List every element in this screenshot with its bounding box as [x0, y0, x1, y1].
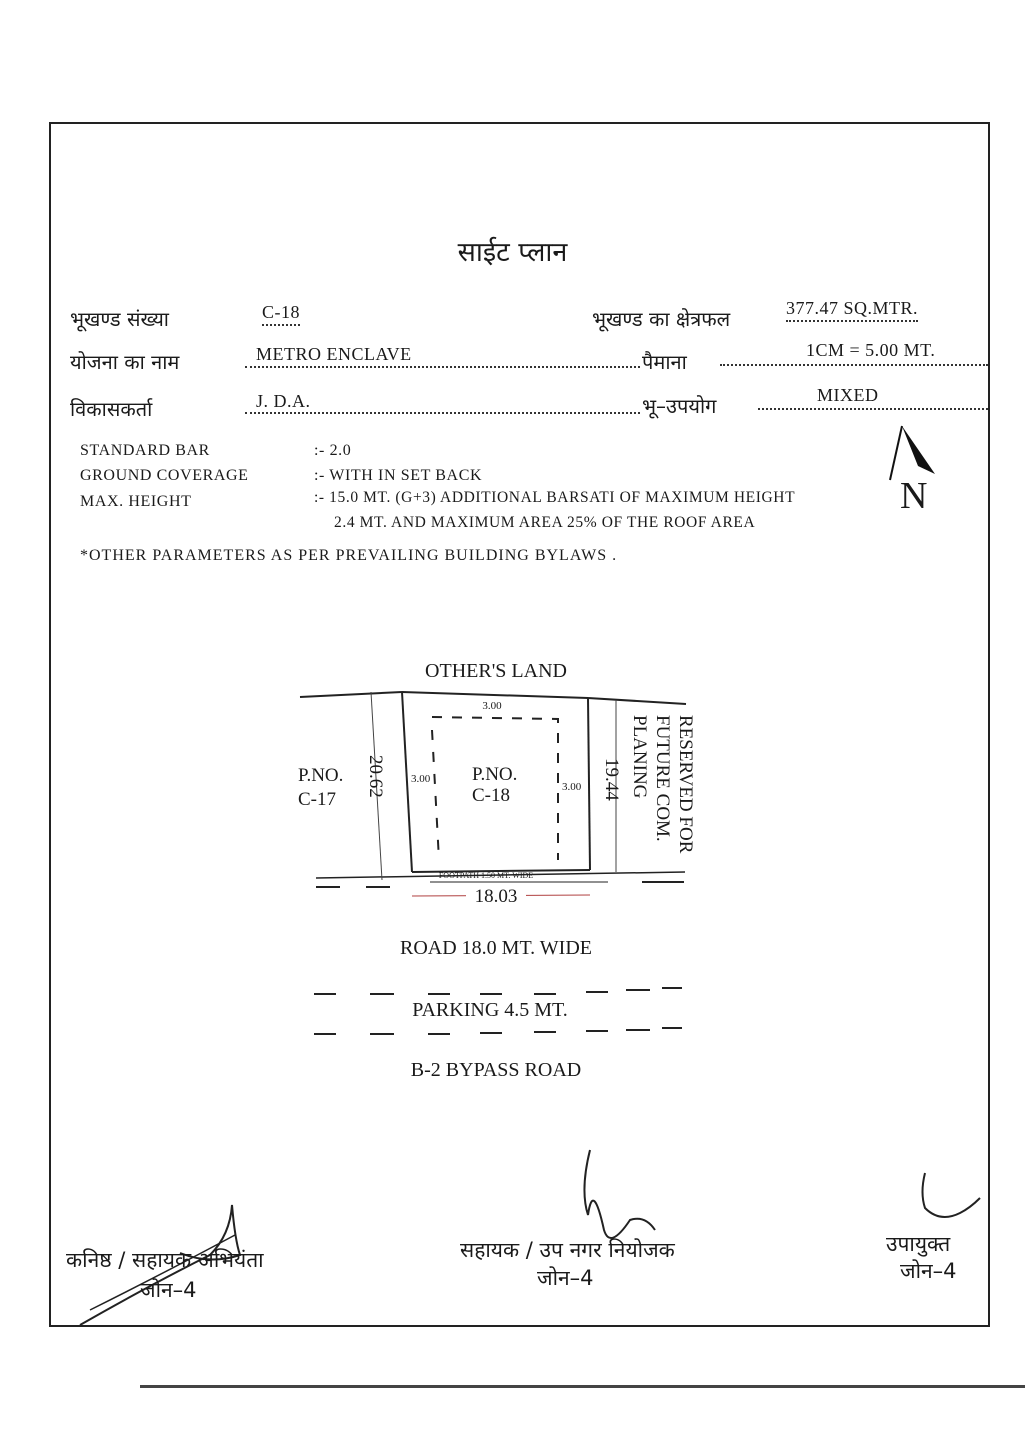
right-signatory-zone: जोन–4 — [900, 1259, 957, 1283]
center-signatory-title: सहायक / उप नगर नियोजक — [460, 1238, 675, 1262]
left-signatory-title: कनिष्ठ / सहायक अभियंता — [66, 1248, 264, 1272]
param-value: :- WITH IN SET BACK — [314, 467, 483, 484]
road-label: ROAD 18.0 MT. WIDE — [399, 937, 593, 959]
plot-number-label: भूखण्ड संख्या — [70, 307, 169, 331]
plot-line2: C-18 — [472, 785, 510, 806]
param-name: STANDARD BAR — [80, 442, 210, 459]
scan-edge-line — [140, 1385, 1025, 1388]
param-value: :- 15.0 MT. (G+3) ADDITIONAL BARSATI OF MAXIMUM HEIGHT — [314, 489, 796, 506]
setback-top: 3.00 — [482, 700, 502, 712]
developer-label: विकासकर्ता — [70, 397, 153, 421]
scheme-name-value: METRO ENCLAVE — [256, 344, 412, 364]
reserved-line1: RESERVED FOR — [675, 715, 696, 854]
center-signatory-zone: जोन–4 — [537, 1266, 594, 1290]
right-signature-scribble — [900, 1168, 990, 1238]
site-plan-drawing — [290, 650, 730, 1100]
plot-area-value: 377.47 SQ.MTR. — [786, 298, 918, 322]
reserved-line3: PLANING — [629, 715, 650, 799]
scheme-name-label: योजना का नाम — [70, 350, 180, 374]
setback-right: 3.00 — [562, 781, 582, 793]
bylaws-note: *OTHER PARAMETERS AS PER PREVAILING BUILDING BYLAWS . — [80, 547, 618, 564]
north-arrow-icon — [880, 420, 950, 515]
right-signatory-title: उपायुक्त — [886, 1232, 951, 1256]
bypass-road-label: B-2 BYPASS ROAD — [410, 1059, 582, 1081]
left-signatory-zone: जोन–4 — [140, 1278, 197, 1302]
left-plot-line1: P.NO. — [298, 765, 344, 786]
footpath-label: FOOTPATH 1.50 MT. WIDE — [438, 871, 534, 880]
setback-left: 3.00 — [411, 773, 431, 785]
developer-value: J. D.A. — [256, 391, 311, 411]
max-height-continuation: 2.4 MT. AND MAXIMUM AREA 25% OF THE ROOF AREA — [334, 514, 756, 531]
right-dimension: 19.44 — [601, 758, 622, 801]
page-title: साईट प्लान — [457, 237, 568, 268]
param-name: MAX. HEIGHT — [80, 493, 192, 510]
land-use-value: MIXED — [817, 385, 879, 405]
param-name: GROUND COVERAGE — [80, 467, 249, 484]
scale-label: पैमाना — [642, 350, 687, 374]
parking-label: PARKING 4.5 MT. — [412, 999, 568, 1021]
reserved-line2: FUTURE COM. — [652, 715, 673, 842]
north-label: N — [900, 475, 928, 515]
plot-area-label: भूखण्ड का क्षेत्रफल — [592, 307, 731, 331]
plot-number-value: C-18 — [262, 302, 300, 326]
others-land-label: OTHER'S LAND — [425, 660, 567, 682]
land-use-label: भू–उपयोग — [642, 394, 717, 418]
plot-line1: P.NO. — [472, 764, 518, 785]
left-plot-line2: C-17 — [298, 789, 336, 810]
param-value: :- 2.0 — [314, 442, 352, 459]
scale-value: 1CM = 5.00 MT. — [806, 340, 936, 360]
left-dimension: 20.62 — [365, 755, 386, 798]
front-dimension: 18.03 — [474, 886, 518, 907]
